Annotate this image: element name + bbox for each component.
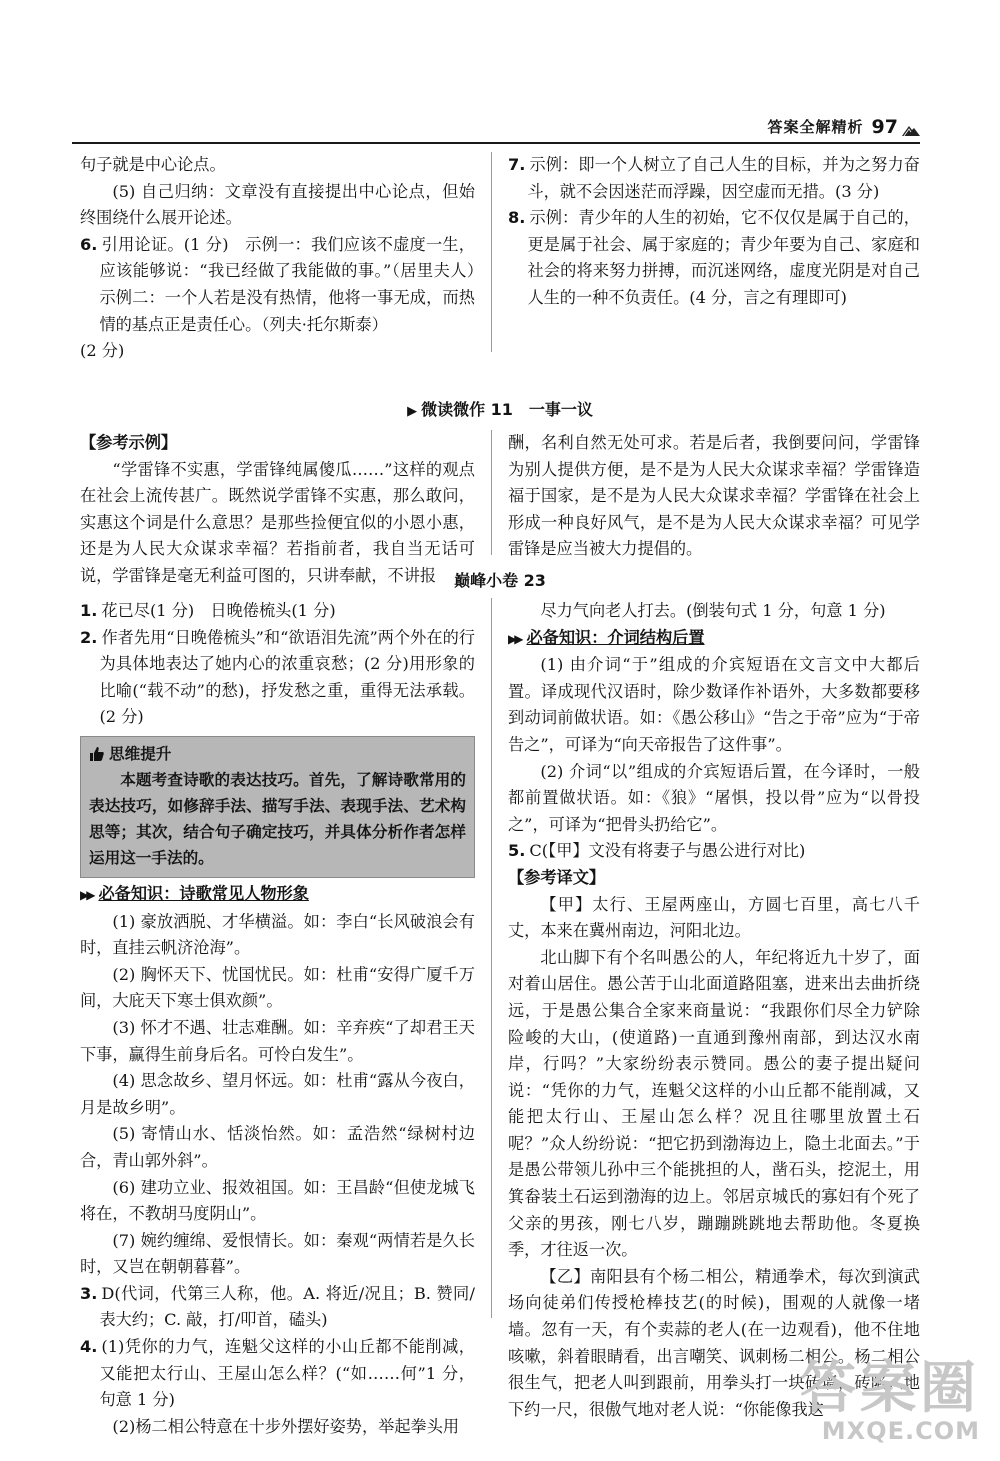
knowledge-item: (1) 由介词“于”组成的介宾短语在文言文中大都后置。译成现代汉语时，除少数译作补语外，大多数都要移到动词前做状语。如：《愚公移山》“告之于帝”应为“于帝告之”，可译为“向天帝报告了这件事”。 xyxy=(508,655,920,754)
knowledge-item: (3) 怀才不遇、壮志难酬。如：辛弃疾“了却君王天下事，赢得生前身后名。可怜白发生”。 xyxy=(80,1017,475,1064)
knowledge-item: (7) 婉约缠绵、爱恨情长。如：秦观“两情若是久长时，又岂在朝朝暮暮”。 xyxy=(80,1230,475,1277)
section3-right-column xyxy=(508,598,920,1423)
s1-left-line1: 句子就是中心论点。 xyxy=(80,155,226,174)
s3-question-1: 1. 花已尽(1 分) 日晚倦梳头(1 分) xyxy=(80,601,336,620)
header-title: 答案全解精析 xyxy=(767,118,864,136)
question-number: 8. xyxy=(508,208,526,228)
knowledge-item: (6) 建功立业、报效祖国。如：王昌龄“但使龙城飞将在，不教胡马度阴山”。 xyxy=(80,1177,475,1224)
s1-q8-text: 示例：青少年的人生的初始，它不仅仅是属于自己的，更是属于社会、属于家庭的；青少年要为自己、家庭和社会的将来努力拼搏，而沉迷网络，虚度光阴是对自己人生的一种不负责任。(4 分，言之有理即可) xyxy=(527,208,920,307)
section-title-dianfeng: 巅峰小卷 23 xyxy=(454,571,546,590)
section2-right-column xyxy=(508,430,920,563)
knowledge-item: (4) 思念故乡、望月怀远。如：杜甫“露从今夜白，月是故乡明”。 xyxy=(80,1071,475,1117)
watermark-url: MXQE.COM xyxy=(821,1417,980,1445)
s1-q7-text: 示例：即一个人树立了自己人生的目标，并为之努力奋斗，就不会因迷茫而浮躁，因空虚而无措。(3 分) xyxy=(527,155,920,201)
s2-left-text: “学雷锋不实惠，学雷锋纯属傻瓜……”这样的观点在社会上流传甚广。既然说学雷锋不实惠，那么敢问，实惠这个词是什么意思？是那些捡便宜似的小恩小惠，还是为人民大众谋求幸福？若指前者，我自当无话可说，学雷锋是毫无利益可图的，只讲奉献，不讲报 xyxy=(80,459,475,585)
reference-example-tag: 【参考示例】 xyxy=(80,433,178,452)
question-number: 7. xyxy=(508,155,526,174)
s3-question-4: 4. (1)凭你的力气，连魁父这样的小山丘都不能削减，又能把太行山、王屋山怎么样？(“如……何”1 分，句意 1 分) xyxy=(80,1337,475,1410)
s1-question-8 xyxy=(508,205,920,311)
reference-translation-tag: 【参考译文】 xyxy=(508,867,606,887)
knowledge-item: (2) 胸怀天下、忧国忧民。如：杜甫“安得广厦千万间，大庇天下寒士俱欢颜”。 xyxy=(80,964,475,1011)
thinking-box-text: 本题考查诗歌的表达技巧。首先，了解诗歌常用的表达技巧，如修辞手法、描写手法、表现手法、艺术构思等；其次，结合句子确定技巧，并具体分析作者怎样运用这一手法的。 xyxy=(89,770,466,867)
header-rule xyxy=(72,142,920,144)
column-divider xyxy=(491,598,492,1318)
question-number: 1. xyxy=(80,601,98,620)
triangle-bullet-icon: ▶ xyxy=(407,404,418,419)
knowledge-item: (5) 寄情山水、恬淡怡然。如：孟浩然“绿树村边合，青山郭外斜”。 xyxy=(80,1124,475,1170)
section1-right-column xyxy=(508,152,920,312)
question-number: 6. xyxy=(80,234,98,254)
s3-question-2: 2. 作者先用“日晚倦梳头”和“欲语泪先流”两个外在的行为具体地表达了她内心的浓重哀愁；(2 分)用形象的比喻(“载不动”的愁)，抒发愁之重，重得无法承载。(2 分) xyxy=(80,627,475,727)
thinking-box-title: 思维提升 xyxy=(109,744,172,763)
site-watermark xyxy=(800,1356,980,1445)
s2-right-text: 酬，名利自然无处可求。若是后者，我倒要问问，学雷锋为别人提供方便，是不是为人民大众谋求幸福？学雷锋造福于国家，是不是为人民大众谋求幸福？学雷锋在社会上形成一种良好风气，是不是为人民大众谋求幸福？可见学雷锋是应当被大力提倡的。 xyxy=(508,433,920,559)
question-number: 2. xyxy=(80,627,98,647)
thinking-box xyxy=(80,736,475,878)
column-divider xyxy=(491,430,492,555)
page-header xyxy=(768,116,920,137)
section-title-weidu: ▶ 微读微作 11 一事一议 xyxy=(407,400,593,419)
knowledge-heading-2: ▶▶ 必备知识：介词结构后置 xyxy=(508,627,705,647)
section2-left-column xyxy=(80,430,475,590)
double-arrow-icon: ▶▶ xyxy=(80,887,93,902)
double-arrow-icon: ▶▶ xyxy=(508,631,521,646)
section3-left-column xyxy=(80,598,475,1440)
s1-q6-text: 引用论证。(1 分) 示例一：我们应该不虚度一生，应该能够说：“我已经做了我能做的事。”（居里夫人） 示例二：一个人若是没有热情，他将一事无成，而热情的基点正是责任心。（列夫·托尔斯泰） xyxy=(99,234,492,334)
s1-question-7 xyxy=(508,152,920,205)
page-number: 97 xyxy=(871,116,898,138)
s1-left-line2: (5) 自己归纳：文章没有直接提出中心论点，但始终围绕什么展开论述。 xyxy=(80,181,475,228)
translation-paragraph: 【甲】太行、王屋两座山，方圆七百里，高七八千丈，本来在冀州南边，河阳北边。 xyxy=(508,894,920,941)
s3-question-5: 5. C(【甲】文没有将妻子与愚公进行对比) xyxy=(508,841,806,861)
knowledge-item: (1) 豪放洒脱、才华横溢。如：李白“长风破浪会有时，直挂云帆济沧海”。 xyxy=(80,911,475,958)
knowledge-item: (2) 介词“以”组成的介宾短语后置，在今译时，一般都前置做状语。如：《狼》“屠惧，投以骨”应为“以骨投之”，可译为“把骨头扔给它”。 xyxy=(508,761,920,834)
s1-left-score: (2 分) xyxy=(80,341,125,361)
column-divider xyxy=(491,152,492,352)
s1-question-6 xyxy=(80,232,492,338)
s3-q4-continued: 尽力气向老人打去。(倒装句式 1 分，句意 1 分) xyxy=(540,601,886,620)
mountain-logo-icon xyxy=(902,123,920,137)
question-number: 3. xyxy=(80,1283,98,1303)
question-number: 5. xyxy=(508,841,526,861)
knowledge-heading-1: ▶▶ 必备知识：诗歌常见人物形象 xyxy=(80,883,309,903)
section1-left-column xyxy=(80,152,492,365)
translation-paragraph: 北山脚下有个名叫愚公的人，年纪将近九十岁了，面对着山居住。愚公苦于山北面道路阻塞，进来出去曲折绕远，于是愚公集合全家来商量说：“我跟你们尽全力铲除险峻的大山，(使道路)一直通到豫州南部，到达汉水南岸，行吗？”大家纷纷表示赞同。愚公的妻子提出疑问说：“凭你的力气，连魁父这样的小山丘都不能削减，又能把太行山、王屋山怎么样？况且往哪里放置土石呢？”众人纷纷说：“把它扔到渤海边上，隐土北面去。”于是愚公带领儿孙中三个能挑担的人，凿石头，挖泥土，用箕畚装土石运到渤海的边上。邻居京城氏的寡妇有个死了父亲的男孩，刚七八岁，蹦蹦跳跳地去帮助他。冬夏换季，才往返一次。 xyxy=(508,947,920,1260)
question-number: 4. xyxy=(80,1337,98,1357)
s3-question-4b: (2)杨二相公特意在十步外摆好姿势，举起拳头用 xyxy=(112,1416,460,1436)
watermark-logo-text: 答案圈 xyxy=(800,1356,980,1421)
s3-question-3: 3. D(代词，代第三人称，他。A. 将近/况且；B. 赞同/表大约；C. 敲，打/叩首，磕头) xyxy=(80,1283,475,1330)
thumbs-up-icon xyxy=(89,746,105,762)
translation-paragraph: 【乙】南阳县有个杨二相公，精通拳术，每次到演武场向徒弟们传授枪棒技艺(的时候)，围观的人就像一堵墙。忽有一天，有个卖蒜的老人(在一边观看)，他不住地咳嗽，斜着眼睛看，出言嘲笑、讽刺杨二相公。杨二相公很生气，把老人叫到跟前，用拳头打一块砖墙，砖陷入地下约一尺，很傲气地对老人说：“你能像我这 xyxy=(508,1266,920,1419)
